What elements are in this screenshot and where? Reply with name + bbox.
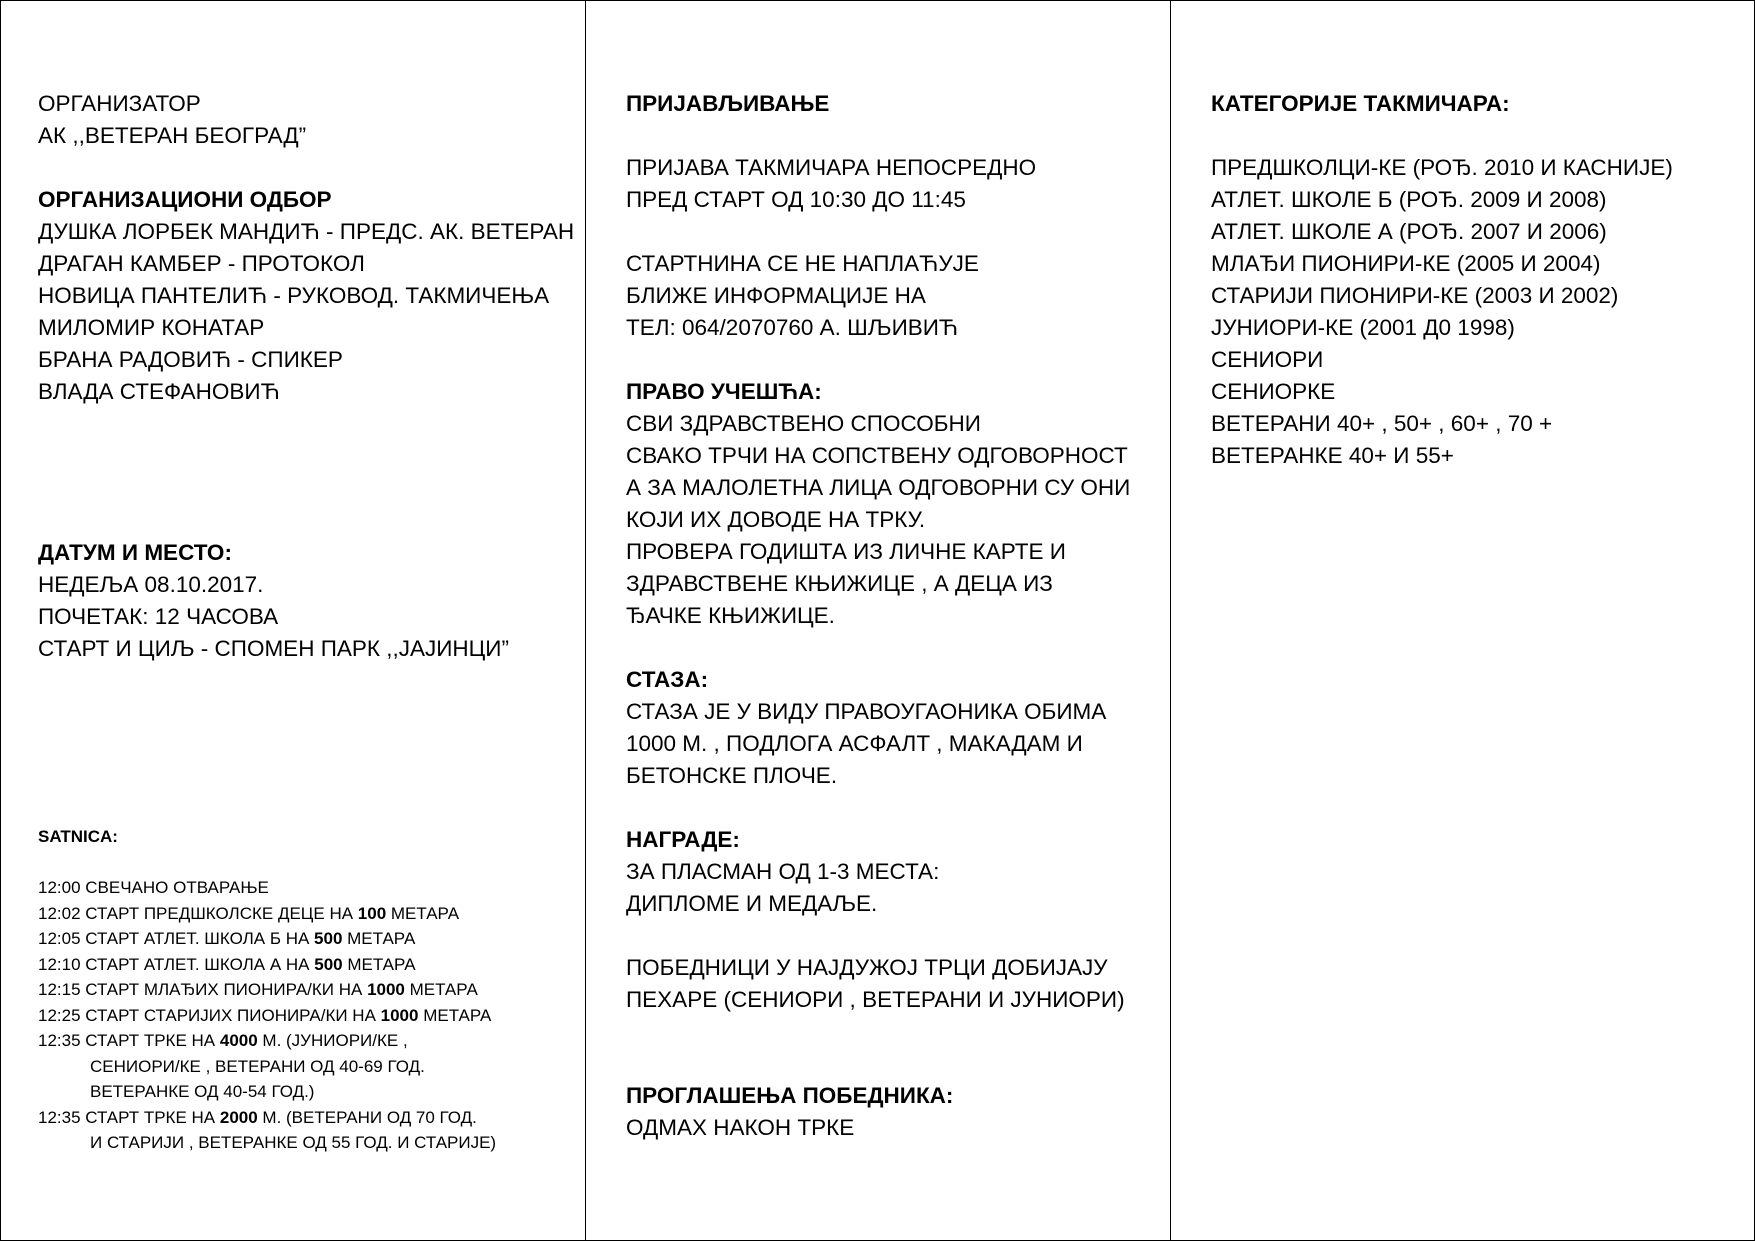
organizer-block: [38, 88, 574, 408]
info-block: [626, 88, 1130, 1016]
category-item: СЕНИОРКЕ: [1211, 379, 1336, 404]
committee-heading: ОРГАНИЗАЦИОНИ ОДБОР: [38, 187, 332, 212]
eligibility-line: ЂАЧКЕ КЊИЖИЦЕ.: [626, 603, 835, 628]
schedule-item: 12:35 СТАРТ ТРКЕ НА 4000 М. (ЈУНИОРИ/КЕ ,: [38, 1031, 408, 1050]
eligibility-line: КОЈИ ИХ ДОВОДЕ НА ТРКУ.: [626, 507, 926, 532]
eligibility-line: СВИ ЗДРАВСТВЕНО СПОСОБНИ: [626, 411, 981, 436]
date-place-block: [38, 537, 509, 665]
eligibility-line: ПРОВЕРА ГОДИШТА ИЗ ЛИЧНЕ КАРТЕ И: [626, 539, 1066, 564]
organizer-name: АК ,,ВЕТЕРАН БЕОГРАД”: [38, 123, 307, 148]
course-line: БЕТОНСКЕ ПЛОЧЕ.: [626, 763, 838, 788]
schedule-item: 12:02 СТАРТ ПРЕДШКОЛСКЕ ДЕЦЕ НА 100 МЕТАРА: [38, 903, 460, 923]
category-item: АТЛЕТ. ШКОЛЕ Б (РОЂ. 2009 И 2008): [1211, 187, 1607, 212]
right-panel: [1171, 1, 1755, 1240]
schedule-item-cont: ВЕТЕРАНКЕ ОД 40-54 ГОД.): [90, 1082, 315, 1101]
category-item: ВЕТЕРАНКЕ 40+ И 55+: [1211, 443, 1454, 468]
schedule-block: [38, 824, 496, 1156]
category-item: ЈУНИОРИ-КЕ (2001 Д0 1998): [1211, 315, 1515, 340]
categories-block: [1211, 88, 1673, 472]
category-item: ПРЕДШКОЛЦИ-КЕ (РОЂ. 2010 И КАСНИЈЕ): [1211, 155, 1673, 180]
date-line: НЕДЕЉА 08.10.2017.: [38, 572, 264, 597]
schedule-item: 12:10 СТАРТ АТЛЕТ. ШКОЛА А НА 500 МЕТАРА: [38, 954, 416, 974]
awards-line: ДИПЛОМЕ И МЕДАЉЕ.: [626, 891, 878, 916]
schedule-item-cont: И СТАРИЈИ , ВЕТЕРАНКЕ ОД 55 ГОД. И СТАРИЈЕ): [90, 1133, 497, 1152]
schedule-heading: SATNICA:: [38, 827, 118, 846]
schedule-item-cont: СЕНИОРИ/КЕ , ВЕТЕРАНИ ОД 40-69 ГОД.: [90, 1056, 425, 1076]
phone-line: ТЕЛ: 064/2070760 А. ШЉИВИЋ: [626, 315, 959, 340]
awards-line: ЗА ПЛАСМАН ОД 1-3 МЕСТА:: [626, 859, 940, 884]
left-panel: [1, 1, 586, 1240]
category-item: СТАРИЈИ ПИОНИРИ-КЕ (2003 И 2002): [1211, 283, 1619, 308]
registration-line: ПРЕД СТАРТ ОД 10:30 ДО 11:45: [626, 187, 966, 212]
venue-line: СТАРТ И ЦИЉ - СПОМЕН ПАРК ,,ЈАЈИНЦИ”: [38, 636, 509, 661]
course-line: СТАЗА ЈЕ У ВИДУ ПРАВОУГАОНИКА ОБИМА: [626, 699, 1107, 724]
schedule-item: 12:05 СТАРТ АТЛЕТ. ШКОЛА Б НА 500 МЕТАРА: [38, 929, 416, 948]
eligibility-line: А ЗА МАЛОЛЕТНА ЛИЦА ОДГОВОРНИ СУ ОНИ: [626, 475, 1131, 500]
registration-heading: ПРИЈАВЉИВАЊЕ: [626, 91, 830, 116]
category-item: ВЕТЕРАНИ 40+ , 50+ , 60+ , 70 +: [1211, 411, 1553, 436]
middle-panel: [586, 1, 1171, 1240]
committee-member: БРАНА РАДОВИЋ - СПИКЕР: [38, 347, 343, 372]
awards-line: ПОБЕДНИЦИ У НАЈДУЖОЈ ТРЦИ ДОБИЈАЈУ: [626, 955, 1108, 980]
committee-member: МИЛОМИР КОНАТАР: [38, 315, 265, 340]
date-place-heading: ДАТУМ И МЕСТО:: [38, 540, 232, 565]
registration-line: ПРИЈАВА ТАКМИЧАРА НЕПОСРЕДНО: [626, 155, 1037, 180]
categories-heading: КАТЕГОРИЈЕ ТАКМИЧАРА:: [1211, 91, 1510, 116]
committee-member: ДРАГАН КАМБЕР - ПРОТОКОЛ: [38, 251, 365, 276]
schedule-item: 12:35 СТАРТ ТРКЕ НА 2000 М. (ВЕТЕРАНИ ОД 70 ГОД.: [38, 1107, 477, 1127]
organizer-label: ОРГАНИЗАТОР: [38, 91, 201, 116]
category-item: АТЛЕТ. ШКОЛЕ А (РОЂ. 2007 И 2006): [1211, 219, 1607, 244]
course-line: 1000 М. , ПОДЛОГА АСФАЛТ , МАКАДАМ И: [626, 731, 1083, 756]
eligibility-line: СВАКО ТРЧИ НА СОПСТВЕНУ ОДГОВОРНОСТ: [626, 443, 1128, 468]
ceremony-block: [626, 1080, 953, 1144]
course-heading: СТАЗА:: [626, 667, 709, 692]
ceremony-heading: ПРОГЛАШЕЊА ПОБЕДНИКА:: [626, 1083, 954, 1108]
start-time-line: ПОЧЕТАК: 12 ЧАСОВА: [38, 604, 279, 629]
eligibility-heading: ПРАВО УЧЕШЋА:: [626, 379, 822, 404]
registration-line: БЛИЖЕ ИНФОРМАЦИЈЕ НА: [626, 283, 926, 308]
eligibility-line: ЗДРАВСТВЕНЕ КЊИЖИЦЕ , А ДЕЦА ИЗ: [626, 571, 1053, 596]
awards-line: ПЕХАРЕ (СЕНИОРИ , ВЕТЕРАНИ И ЈУНИОРИ): [626, 987, 1125, 1012]
schedule-item: 12:00 СВЕЧАНО ОТВАРАЊЕ: [38, 878, 269, 897]
schedule-item: 12:15 СТАРТ МЛАЂИХ ПИОНИРА/КИ НА 1000 МЕТАРА: [38, 980, 478, 999]
schedule-item: 12:25 СТАРТ СТАРИЈИХ ПИОНИРА/КИ НА 1000 МЕТАРА: [38, 1005, 492, 1025]
awards-heading: НАГРАДЕ:: [626, 827, 740, 852]
ceremony-line: ОДМАХ НАКОН ТРКЕ: [626, 1115, 855, 1140]
committee-member: ДУШКА ЛОРБЕК МАНДИЋ - ПРЕДС. АК. ВЕТЕРАН: [38, 219, 575, 244]
committee-member: НОВИЦА ПАНТЕЛИЋ - РУКОВОД. ТАКМИЧЕЊА: [38, 283, 550, 308]
registration-line: СТАРТНИНА СЕ НЕ НАПЛАЋУЈЕ: [626, 251, 979, 276]
committee-member: ВЛАДА СТЕФАНОВИЋ: [38, 379, 280, 404]
category-item: СЕНИОРИ: [1211, 347, 1324, 372]
category-item: МЛАЂИ ПИОНИРИ-КЕ (2005 И 2004): [1211, 251, 1601, 276]
